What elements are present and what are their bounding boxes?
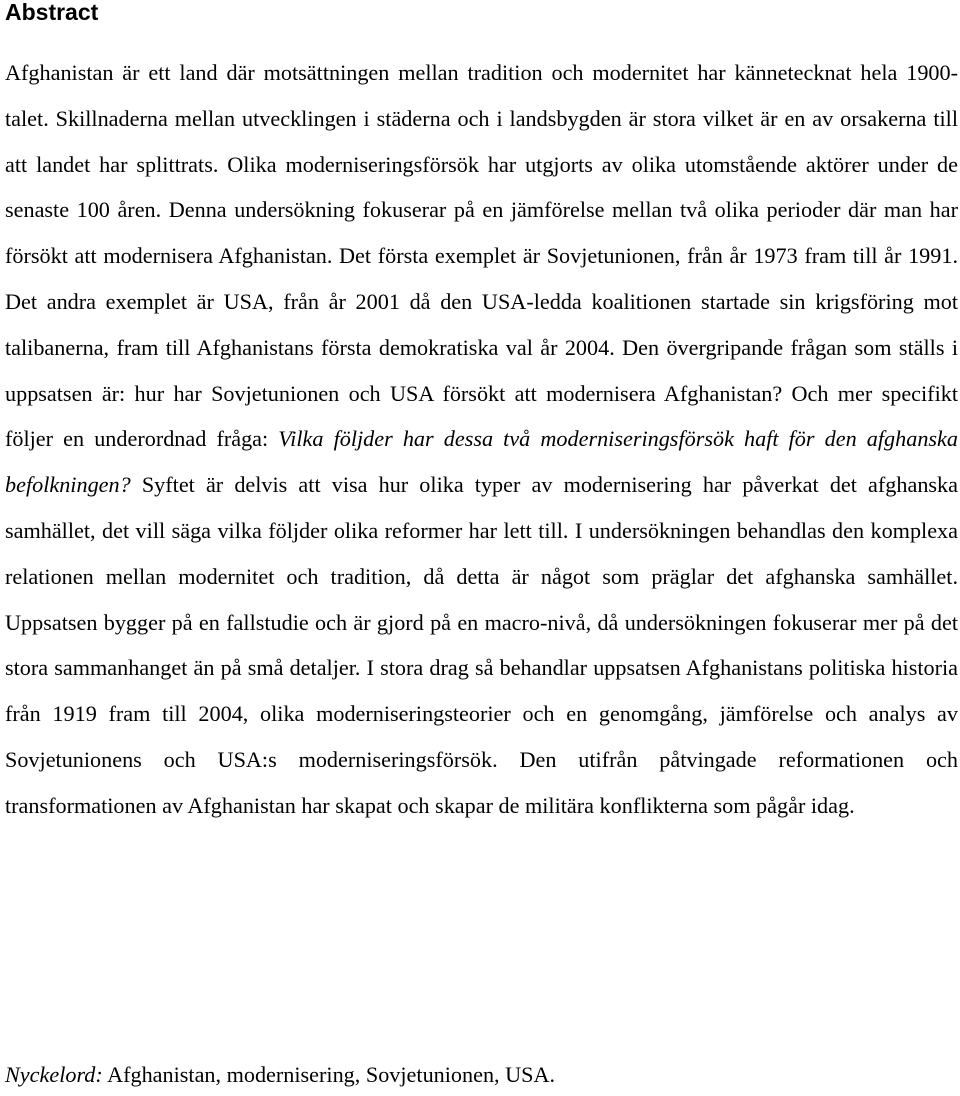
abstract-text-part-1: Afghanistan är ett land där motsättningen mellan tradition och modernitet har kännetecknat hela 1900-talet. Skillnaderna mellan utvecklingen i städerna och i landsbygden är stora vilket är en av orsakerna till att landet har splittrats. Olika moderniseringsförsök har utgjorts av olika utomstående aktörer under de senaste 100 åren. Denna undersökning fokuserar på en jämförelse mellan två olika perioder där man har försökt att modernisera Afghanistan. Det första exemplet är Sovjetunionen, från år 1973 fram till år 1991. Det andra exemplet är USA, från år 2001 då den USA-ledda koalitionen startade sin krigsföring mot talibanerna, fram till Afghanistans första demokratiska val år 2004. Den övergripande frågan som ställs i uppsatsen är: hur har Sovjetunionen och USA försökt att modernisera Afghanistan? Och mer specifikt följer en underordnad fråga:	[5, 60, 958, 452]
research-question: Vilka följder har dessa två moderniseringsförsök haft för den afghanska befolkningen?	[5, 426, 958, 498]
abstract-paragraph	[5, 50, 958, 829]
keywords-line	[5, 1060, 958, 1090]
keywords-label: Nyckelord:	[5, 1062, 103, 1087]
keywords-value: Afghanistan, modernisering, Sovjetunionen, USA.	[102, 1062, 556, 1087]
abstract-text-part-2: Syftet är delvis att visa hur olika typer av modernisering har påverkat det afghanska samhället, det vill säga vilka följder olika reformer har lett till. I undersökningen behandlas den komplexa relationen mellan modernitet och tradition, då detta är något som präglar det afghanska samhället. Uppsatsen bygger på en fallstudie och är gjord på en macro-nivå, då undersökningen fokuserar mer på det stora sammanhanget än på små detaljer. I stora drag så behandlar uppsatsen Afghanistans politiska historia från 1919 fram till 2004, olika moderniseringsteorier och en genomgång, jämförelse och analys av Sovjetunionens och USA:s moderniseringsförsök. Den utifrån påtvingade reformationen och transformationen av Afghanistan har skapat och skapar de militära konflikterna som pågår idag.	[5, 472, 958, 818]
abstract-heading: Abstract	[5, 0, 99, 25]
